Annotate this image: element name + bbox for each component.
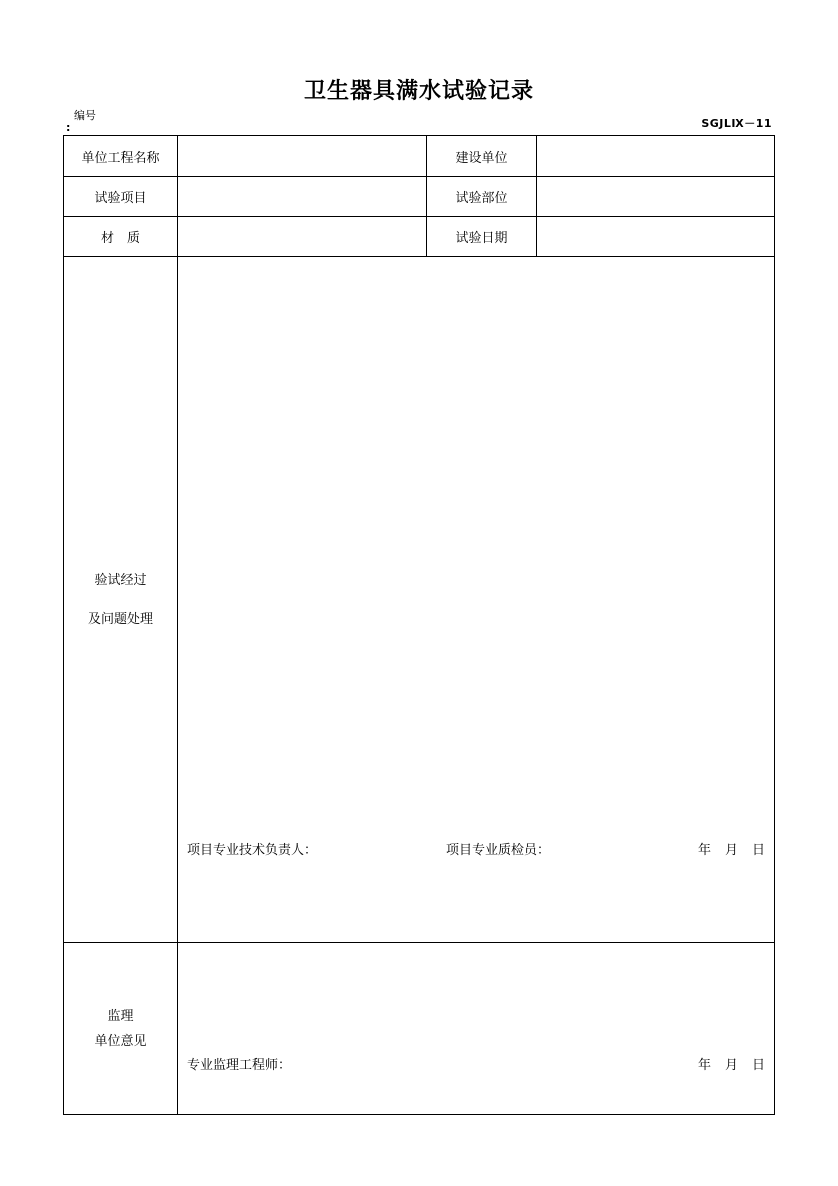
process-date-month: 月 [725, 843, 739, 858]
process-content-area[interactable] [178, 257, 774, 942]
test-record-form [63, 135, 775, 1115]
project-name-label: 单位工程名称 [81, 150, 160, 166]
test-item-label: 试验项目 [94, 191, 147, 206]
form-code: SGJLⅨ－11 [701, 117, 772, 130]
supervision-date-month: 月 [725, 1058, 739, 1073]
supervision-label-line1: 监理 [107, 1008, 134, 1024]
supervision-label [64, 943, 177, 1114]
process-date [698, 839, 765, 858]
process-label [64, 257, 177, 942]
process-date-year: 年 [698, 843, 712, 858]
test-location-field[interactable] [537, 177, 774, 216]
test-item-field[interactable] [178, 177, 426, 216]
material-field[interactable] [178, 217, 426, 256]
material-label: 材 质 [100, 231, 140, 246]
builder-label: 建设单位 [455, 150, 508, 166]
supervision-date-day: 日 [752, 1058, 766, 1073]
supervision-engineer-signature-label: 专业监理工程师： [187, 1058, 292, 1073]
process-date-day: 日 [752, 843, 766, 858]
quality-inspector-signature-label: 项目专业质检员： [446, 843, 551, 858]
serial-number-colon: : [66, 121, 71, 134]
test-date-field[interactable] [537, 217, 774, 256]
project-name-field[interactable] [178, 136, 426, 176]
supervision-date-year: 年 [698, 1058, 712, 1073]
document-title: 卫生器具满水试验记录 [303, 79, 534, 104]
supervision-content-area[interactable] [178, 943, 774, 1114]
supervision-date [698, 1054, 765, 1073]
serial-number-label: 编号 [74, 109, 96, 122]
process-label-line2: 及问题处理 [87, 611, 153, 627]
tech-lead-signature-label: 项目专业技术负责人： [187, 843, 318, 858]
supervision-label-line2: 单位意见 [94, 1033, 147, 1049]
test-date-label: 试验日期 [455, 231, 508, 246]
process-label-line1: 验试经过 [94, 572, 147, 588]
builder-field[interactable] [537, 136, 774, 176]
test-location-label: 试验部位 [455, 191, 508, 206]
